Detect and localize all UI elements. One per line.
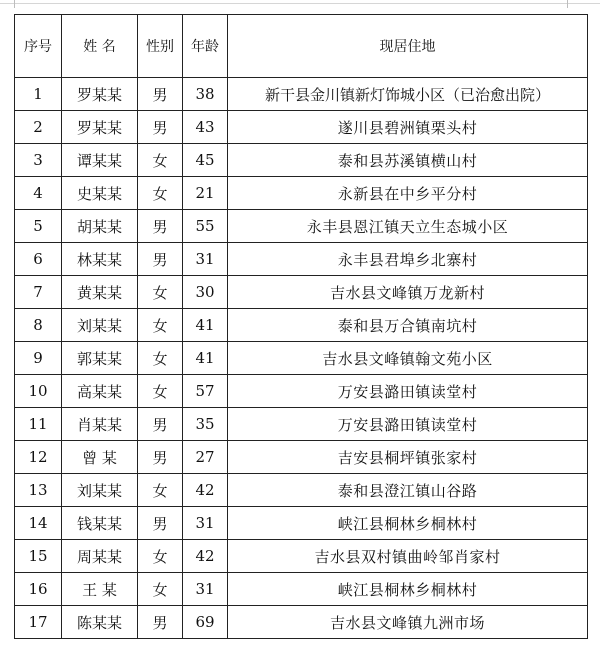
table-row	[15, 441, 588, 474]
cell-age: 42	[183, 540, 228, 573]
cell-seq: 13	[15, 474, 62, 507]
cell-name: 刘某某	[62, 474, 138, 507]
cell-address: 吉水县双村镇曲岭邹肖家村	[228, 540, 588, 573]
cell-address: 万安县潞田镇读堂村	[228, 375, 588, 408]
table-row	[15, 78, 588, 111]
cell-name: 曾 某	[62, 441, 138, 474]
cell-name: 王 某	[62, 573, 138, 606]
cell-address: 永新县在中乡平分村	[228, 177, 588, 210]
cell-gender: 男	[138, 441, 183, 474]
cell-age: 57	[183, 375, 228, 408]
cell-address: 永丰县君埠乡北寨村	[228, 243, 588, 276]
cell-name: 胡某某	[62, 210, 138, 243]
cell-age: 21	[183, 177, 228, 210]
cell-name: 谭某某	[62, 144, 138, 177]
cell-age: 42	[183, 474, 228, 507]
cell-seq: 12	[15, 441, 62, 474]
cell-age: 69	[183, 606, 228, 639]
cell-seq: 15	[15, 540, 62, 573]
cell-seq: 2	[15, 111, 62, 144]
cell-address: 峡江县桐林乡桐林村	[228, 507, 588, 540]
header-age: 年龄	[183, 15, 228, 78]
cell-age: 31	[183, 243, 228, 276]
table-row	[15, 276, 588, 309]
table-row	[15, 408, 588, 441]
cell-seq: 6	[15, 243, 62, 276]
cell-address: 泰和县苏溪镇横山村	[228, 144, 588, 177]
cell-name: 高某某	[62, 375, 138, 408]
cell-gender: 女	[138, 540, 183, 573]
table-header-row	[15, 15, 588, 78]
cell-age: 35	[183, 408, 228, 441]
cell-seq: 1	[15, 78, 62, 111]
cell-seq: 3	[15, 144, 62, 177]
header-seq: 序号	[15, 15, 62, 78]
cell-gender: 女	[138, 276, 183, 309]
cell-age: 43	[183, 111, 228, 144]
cell-name: 史某某	[62, 177, 138, 210]
cell-gender: 女	[138, 309, 183, 342]
case-list-table	[14, 14, 588, 639]
cell-age: 38	[183, 78, 228, 111]
table-row	[15, 144, 588, 177]
cell-seq: 8	[15, 309, 62, 342]
cell-address: 泰和县澄江镇山谷路	[228, 474, 588, 507]
cell-gender: 男	[138, 111, 183, 144]
cell-gender: 女	[138, 144, 183, 177]
cell-name: 罗某某	[62, 111, 138, 144]
cell-gender: 男	[138, 78, 183, 111]
table-row	[15, 309, 588, 342]
cell-age: 31	[183, 573, 228, 606]
cell-name: 陈某某	[62, 606, 138, 639]
cell-seq: 14	[15, 507, 62, 540]
cell-name: 林某某	[62, 243, 138, 276]
table-row	[15, 507, 588, 540]
table-row	[15, 177, 588, 210]
cell-address: 新干县金川镇新灯饰城小区（已治愈出院）	[228, 78, 588, 111]
table-row	[15, 210, 588, 243]
cell-seq: 16	[15, 573, 62, 606]
cell-age: 45	[183, 144, 228, 177]
cell-gender: 女	[138, 474, 183, 507]
cell-age: 31	[183, 507, 228, 540]
cell-address: 泰和县万合镇南坑村	[228, 309, 588, 342]
cell-address: 万安县潞田镇读堂村	[228, 408, 588, 441]
cell-address: 吉水县文峰镇九洲市场	[228, 606, 588, 639]
page-corner-mark-right	[567, 0, 576, 8]
cell-seq: 10	[15, 375, 62, 408]
cell-seq: 7	[15, 276, 62, 309]
cell-age: 27	[183, 441, 228, 474]
header-gender: 性别	[138, 15, 183, 78]
cell-gender: 男	[138, 210, 183, 243]
cell-age: 55	[183, 210, 228, 243]
cell-gender: 女	[138, 342, 183, 375]
header-address: 现居住地	[228, 15, 588, 78]
cell-age: 30	[183, 276, 228, 309]
cell-name: 刘某某	[62, 309, 138, 342]
table-row	[15, 243, 588, 276]
table-row	[15, 342, 588, 375]
cell-address: 吉安县桐坪镇张家村	[228, 441, 588, 474]
cell-address: 峡江县桐林乡桐林村	[228, 573, 588, 606]
cell-seq: 5	[15, 210, 62, 243]
cell-address: 吉水县文峰镇翰文苑小区	[228, 342, 588, 375]
cell-name: 肖某某	[62, 408, 138, 441]
cell-address: 遂川县碧洲镇栗头村	[228, 111, 588, 144]
cell-address: 永丰县恩江镇天立生态城小区	[228, 210, 588, 243]
cell-age: 41	[183, 342, 228, 375]
cell-gender: 男	[138, 243, 183, 276]
cell-seq: 17	[15, 606, 62, 639]
header-name: 姓 名	[62, 15, 138, 78]
cell-gender: 男	[138, 408, 183, 441]
cell-address: 吉水县文峰镇万龙新村	[228, 276, 588, 309]
cell-gender: 女	[138, 177, 183, 210]
cell-name: 郭某某	[62, 342, 138, 375]
table-row	[15, 474, 588, 507]
cell-name: 罗某某	[62, 78, 138, 111]
cell-name: 周某某	[62, 540, 138, 573]
cell-name: 黄某某	[62, 276, 138, 309]
table-row	[15, 573, 588, 606]
cell-gender: 男	[138, 507, 183, 540]
page-corner-mark-left	[6, 0, 15, 8]
table-row	[15, 111, 588, 144]
cell-gender: 女	[138, 573, 183, 606]
table-row	[15, 540, 588, 573]
cell-age: 41	[183, 309, 228, 342]
page-top-border	[0, 0, 600, 4]
cell-seq: 9	[15, 342, 62, 375]
cell-seq: 11	[15, 408, 62, 441]
cell-seq: 4	[15, 177, 62, 210]
table-row	[15, 375, 588, 408]
table-row	[15, 606, 588, 639]
cell-gender: 男	[138, 606, 183, 639]
cell-name: 钱某某	[62, 507, 138, 540]
cell-gender: 女	[138, 375, 183, 408]
